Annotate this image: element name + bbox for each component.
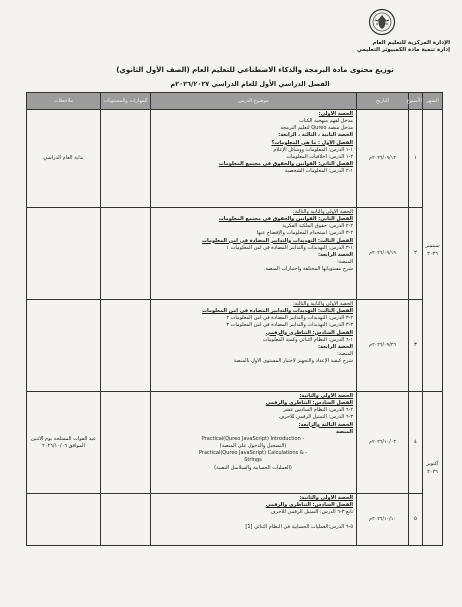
ministry-emblem-icon: [368, 8, 396, 36]
table-header-row: [27, 93, 443, 110]
lesson-line: ٢-١ الدرس: أخلاقيات المعلومات: [286, 153, 353, 160]
lesson-line: الفصل الأول : ما هي المعلومات؟: [271, 139, 353, 146]
date-cell: ٢٠٢٦/١٠/١٠م: [357, 494, 409, 546]
org-line-2: إدارة تنمية مادة الكمبيوتر التعليمي: [356, 47, 450, 53]
table-row: [27, 300, 443, 392]
schedule-table: [26, 92, 443, 546]
skills-cell: [101, 208, 151, 300]
skills-cell: [101, 392, 151, 494]
notes-cell: عيد القوات المسلحة يوم الاثنين الموافق ٢٠٢٦/١٠/٠٦: [27, 392, 101, 494]
notes-cell: [27, 300, 101, 392]
week-number-cell: ١: [409, 110, 423, 208]
week-number-cell: ٣: [409, 300, 423, 392]
lesson-line: المنصة:: [336, 259, 353, 266]
organization-header: [300, 40, 450, 54]
column-header-notes: ملاحظات: [27, 93, 101, 110]
document-subtitle: الفصل الدراسي الأول للعام الدراسي ٢٠٢٦/٢٠٢٧م: [170, 80, 330, 88]
lesson-content-cell: [151, 208, 357, 300]
column-header-date: التاريخ: [357, 93, 409, 110]
lesson-line: ٣-٣ الدرس: التهديدات والتدابير المضادة في أمن المعلومات ٣: [226, 322, 353, 329]
lesson-line: الحصة الأولى والثانية:: [299, 495, 353, 501]
lesson-line: ٣-٦ الدرس: التمثيل الرقمي للأحرف: [278, 414, 353, 421]
lesson-line: الحصة الأولى والثانية والثالثة:: [293, 301, 353, 307]
lesson-line: الحصة الرابعة:: [317, 343, 353, 350]
table-row: [27, 208, 443, 300]
lesson-line: تابع ٣-٦ الدرس: التمثيل الرقمي للأحرف: [270, 509, 353, 516]
lesson-line: الحصة الثالثة والرابعة:: [298, 421, 353, 428]
lesson-line: الفصل السادس: التناظري والرقمي: [265, 329, 353, 336]
date-cell: ٢٠٢٦/٠٩/١٩م: [357, 208, 409, 300]
lesson-line: الحصة الثانية ، الثالثة ، الرابعة:: [278, 132, 353, 139]
lesson-line: Practical(Qureo JavaScript) Introduction -: [201, 435, 305, 442]
table-row: [27, 110, 443, 208]
lesson-line: الحصة الأولى والثانية والثالثة:: [293, 209, 353, 215]
column-header-topic: موضوع الدرس: [151, 93, 357, 110]
lesson-line: [153, 516, 353, 523]
notes-cell: [27, 494, 101, 546]
lesson-line: ٢-٣ الدرس: استخدام المعلومات والإفصاح عنها: [256, 230, 353, 237]
lesson-line: ٢-٣ الدرس: التهديدات والتدابير المضادة في أمن المعلومات ٢: [226, 315, 353, 322]
week-number-cell: ٥: [409, 494, 423, 546]
month-cell: أكتوبر ٢٠٢٦: [423, 392, 443, 546]
lesson-line: شرح كيفية الإعداد والتجهيز لاختبار المستوى الأول بالمنصة: [233, 358, 353, 365]
column-header-skills: المهارات والمستويات: [101, 93, 151, 110]
lesson-line: شرح مستوياتها المختلفة واختبارات المنصة.: [263, 266, 353, 273]
org-line-1: الإدارة المركزية للتعليم العام: [372, 40, 450, 46]
lesson-line: ٢-٢ الدرس: حقوق الملكية الفكرية: [282, 223, 353, 230]
lesson-line: الفصل الثاني: القوانين والحقوق في مجتمع المعلومات: [218, 216, 353, 223]
lesson-line: الفصل الثاني: القوانين والحقوق في مجتمع المعلومات: [218, 161, 353, 168]
notes-cell: [27, 208, 101, 300]
skills-cell: [101, 300, 151, 392]
date-cell: ٢٠٢٦/٠٩/٢٦م: [357, 300, 409, 392]
week-number-cell: ٤: [409, 392, 423, 494]
table-row: [27, 494, 443, 546]
column-header-month: الشهر: [423, 93, 443, 110]
lesson-line: ٢-٦ الدرس: النظام السادس عشر: [283, 407, 353, 414]
lesson-line: المنصة:: [336, 351, 353, 358]
lesson-line: الفصل السادس: التناظري والرقمي: [265, 502, 353, 509]
lesson-line: ١-٢ الدرس: المعلومات الشخصية: [284, 168, 353, 175]
lesson-content-cell: [151, 300, 357, 392]
lesson-content-cell: [151, 494, 357, 546]
lesson-line: الفصل السادس: التناظري والرقمي: [265, 400, 353, 407]
date-cell: ٢٠٢٦/٠٩/١٢م: [357, 110, 409, 208]
month-cell: سبتمبر ٢٠٢٦: [423, 110, 443, 392]
lesson-content-cell: [151, 110, 357, 208]
lesson-line: مدخل لفهم منهجية الكتاب: [299, 118, 353, 125]
lesson-content-cell: [151, 392, 357, 494]
lesson-line: (التسجيل والدخول على المنصة): [219, 443, 287, 450]
lesson-line: ١-٦ الدرس: النظام الثنائي وكمية المعلومات: [262, 336, 353, 343]
lesson-line: ١-٣ الدرس: التهديدات والتدابير المضادة في أمن المعلومات ١: [226, 244, 353, 251]
document-title: توزيع محتوى مادة البرمجة والذكاء الاصطناعي للتعليم العام (الصف الأول الثانوي): [116, 66, 394, 74]
lesson-line: المنصة: [336, 428, 353, 435]
lesson-line: الحصة الأولى والثانية:: [299, 393, 353, 399]
lesson-line: (العمليات الحسابية والسلاسل النصية): [214, 464, 292, 471]
lesson-line: ١-١ الدرس: المعلومات ووسائل الإعلام: [273, 146, 353, 153]
lesson-line: Strings: [244, 457, 262, 464]
notes-cell: بداية العام الدراسي: [27, 110, 101, 208]
skills-cell: [101, 110, 151, 208]
date-cell: ٢٠٢٦/١٠/٠٣م: [357, 392, 409, 494]
skills-cell: [101, 494, 151, 546]
lesson-line: الحصة الأولى:: [318, 111, 353, 117]
column-header-week: الأسبوع: [409, 93, 423, 110]
lesson-line: ٥-٦ الدرس:العمليات الحسابية في النظام الثنائي [1]: [245, 523, 353, 530]
lesson-line: مدخل منصة Qureo لتعليم البرمجة: [280, 125, 353, 132]
week-number-cell: ٢: [409, 208, 423, 300]
table-row: [27, 392, 443, 494]
lesson-line: الحصة الرابعة:: [317, 251, 353, 258]
lesson-line: الفصل الثالث: التهديدات والتدابير المضادة في أمن المعلومات: [202, 308, 353, 315]
lesson-line: الفصل الثالث: التهديدات والتدابير المضادة في أمن المعلومات: [202, 237, 353, 244]
lesson-line: Practical(Qureo JavaScript) Calculations & -: [198, 450, 308, 457]
